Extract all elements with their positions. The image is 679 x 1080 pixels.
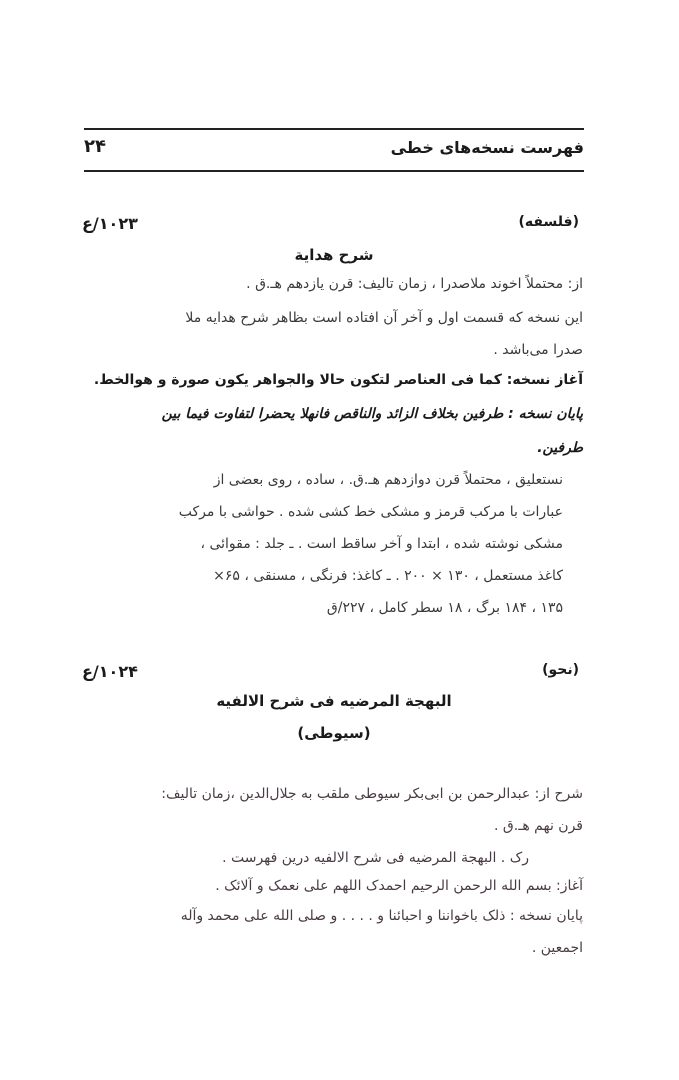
entry2-title: البهجة المرضیه فی شرح الالفیه: [216, 692, 452, 710]
entry1-code: ۱۰۲۳/ع: [82, 214, 138, 233]
entry1-desc-line: کاغذ مستعمل ، ۱۳۰ × ۲۰۰ . ـ کاغذ: فرنگی ، مسنقی ، ۶۵×: [213, 568, 563, 584]
entry1-line-explicit: پایان نسخه : طرفین بخلاف الزائد والناقص فانهلا یحضرا لتفاوت فیما بین: [161, 406, 583, 422]
entry1-desc-line: مشکی نوشته شده ، ابتدا و آخر ساقط است . ـ جلد : مقوائی ،: [200, 536, 563, 552]
entry2-line-explicit-cont: اجمعین .: [531, 940, 583, 956]
entry1-desc-line: عبارات با مرکب قرمز و مشکی خط کشی شده . حواشی با مرکب: [178, 504, 563, 520]
entry2-subtitle: (سیوطی): [297, 724, 371, 742]
entry2-line-author-cont: قرن نهم هـ.ق .: [494, 818, 583, 834]
header-rule-bottom: [84, 170, 584, 172]
header-title: فهرست نسخه‌های خطی: [390, 138, 584, 157]
entry2-line-incipit: آغاز: بسم الله الرحمن الرحیم احمدک اللهم علی نعمک و آلائک .: [215, 878, 583, 894]
entry1-topic: (فلسفه): [518, 214, 579, 230]
entry1-line-note: این نسخه که قسمت اول و آخر آن افتاده است بظاهر شرح هدایه ملا: [185, 310, 583, 326]
entry2-line-reference: رک . البهجة المرضیه فی شرح الالفیه درین فهرست .: [222, 850, 529, 866]
entry1-line-explicit-cont: طرفین.: [537, 440, 583, 456]
entry1-line-note-cont: صدرا می‌باشد .: [493, 342, 583, 358]
running-header: [84, 128, 584, 172]
header-rule-top: [84, 128, 584, 130]
entry1-line-incipit: آغاز نسخه: کما فی العناصر لتکون حالا والجواهر یکون صورة و هوالخط.: [93, 372, 583, 388]
entry2-topic: (نحو): [542, 662, 579, 678]
entry1-title: شرح هدایة: [294, 246, 374, 264]
entry1-desc-line: نستعلیق ، محتملاً قرن دوازدهم هـ.ق. ، ساده ، روی بعضی از: [213, 472, 563, 488]
entry1-line-author: از: محتملاً اخوند ملاصدرا ، زمان تالیف: قرن یازدهم هـ.ق .: [246, 276, 583, 292]
entry2-line-author: شرح از: عبدالرحمن بن ابی‌بکر سیوطی ملقب به جلال‌الدین ،زمان تالیف:: [161, 786, 583, 802]
entry2-line-explicit: پایان نسخه : ذلک باخواننا و احبائنا و . . . . و صلی الله علی محمد وآله: [180, 908, 583, 924]
page-number: ۲۴: [84, 136, 106, 157]
entry2-code: ۱۰۲۴/ع: [82, 662, 138, 681]
entry1-desc-line: ۱۳۵ ، ۱۸۴ برگ ، ۱۸ سطر کامل ، ۲۲۷/ق: [326, 600, 563, 616]
